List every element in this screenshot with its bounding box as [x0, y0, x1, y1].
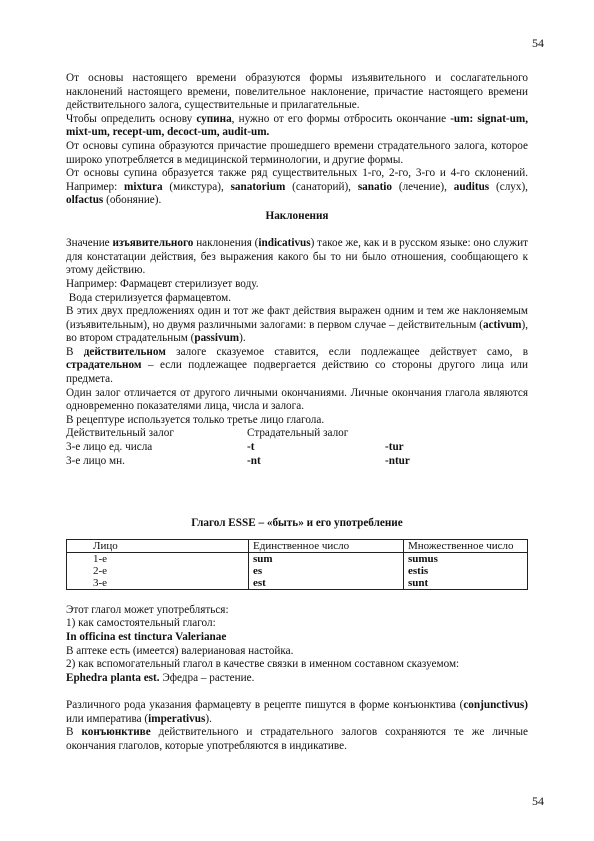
voice-table-row: 3-е лицо мн. -nt -ntur: [66, 454, 410, 467]
table-header-cell: Лицо: [67, 539, 249, 552]
paragraph: Значение изъявительного наклонения (indicativus) такое же, как и в русском языке: оно служит для констатации действия, без выражения какого бы то ни было отношения, сообщающего к этому действию.: [66, 237, 528, 277]
voice-table-row: 3-е лицо ед. числа -t -tur: [66, 441, 404, 454]
page-number-top: 54: [532, 36, 544, 50]
section-heading: Наклонения: [265, 209, 329, 222]
paragraph: В этих двух предложениях один и тот же факт действия выражен одним и тем же наклоняемым (изъявительным), но двумя различными залогами: в первом случае – действительным (activum), во втором страдательным (passivum).: [66, 305, 528, 345]
table-header-cell: Множественное число: [404, 539, 528, 552]
table-row: 2-е es estis: [67, 565, 528, 577]
paragraph: Чтобы определить основу супина, нужно от его формы отбросить окончание -um: signat-um, mixt-um, recept-um, decoct-um, audit-um.: [66, 112, 528, 139]
table-row: 3-е est sunt: [67, 577, 528, 590]
table-header-row: [67, 539, 528, 552]
paragraph: Например: Фармацевт стерилизует воду.: [66, 277, 259, 290]
paragraph: В конъюнктиве действительного и страдательного залогов сохраняются те же личные окончания глаголов, которые употребляются в индикативе.: [66, 726, 528, 752]
paragraph: Этот глагол может употребляться:: [66, 603, 229, 616]
paragraph: Вода стерилизуется фармацевтом.: [66, 291, 232, 304]
paragraph: Различного рода указания фармацевту в рецепте пишутся в форме конъюнктива (conjunctivus) или императива (imperativus).: [66, 698, 528, 725]
example-sentence: In officina est tinctura Valerianae: [66, 631, 227, 643]
paragraph: 1) как самостоятельный глагол:: [66, 617, 216, 630]
paragraph: От основы настоящего времени образуются формы изъявительного и сослагательного наклонений настоящего времени, повелительное наклонение, причастие настоящего времени действительного залога, существительные и прилагательные.: [66, 72, 528, 112]
paragraph: 2) как вспомогательный глагол в качестве связки в именном составном сказуемом:: [66, 658, 460, 671]
paragraph: В рецептуре используется только третье лицо глагола.: [66, 413, 325, 426]
paragraph: В аптеке есть (имеется) валериановая настойка.: [66, 644, 294, 657]
esse-conjugation-table: [66, 539, 528, 590]
paragraph: Один залог отличается от другого личными окончаниями. Личные окончания глагола являются одновременно показателями лица, числа и залога.: [66, 386, 528, 413]
voice-table-header: Действительный залог Страдательный залог: [66, 427, 349, 440]
paragraph: От основы супина образуются причастие прошедшего времени страдательного залога, которое широко употребляется в медицинской терминологии, и другие формы.: [66, 139, 528, 166]
paragraph: От основы супина образуется также ряд существительных 1-го, 2-го, 3-го и 4-го склонений. Например: mixtura (микстура), sanatorium (санаторий), sanatio (лечение), auditus (слух), olfactus (обоняние).: [66, 167, 528, 207]
example-sentence: Ephedra planta est. Эфедра – растение.: [66, 671, 255, 684]
table-row: 1-е sum sumus: [67, 552, 528, 565]
page-number-bottom: 54: [532, 794, 544, 808]
table-header-cell: Единственное число: [249, 539, 404, 552]
paragraph: В действительном залоге сказуемое ставится, если подлежащее действует само, в страдательном – если подлежащее подвергается действию со стороны другого лица или предмета.: [66, 345, 528, 386]
section-heading: Глагол ESSE – «быть» и его употребление: [191, 517, 403, 530]
document-body: [66, 72, 528, 753]
